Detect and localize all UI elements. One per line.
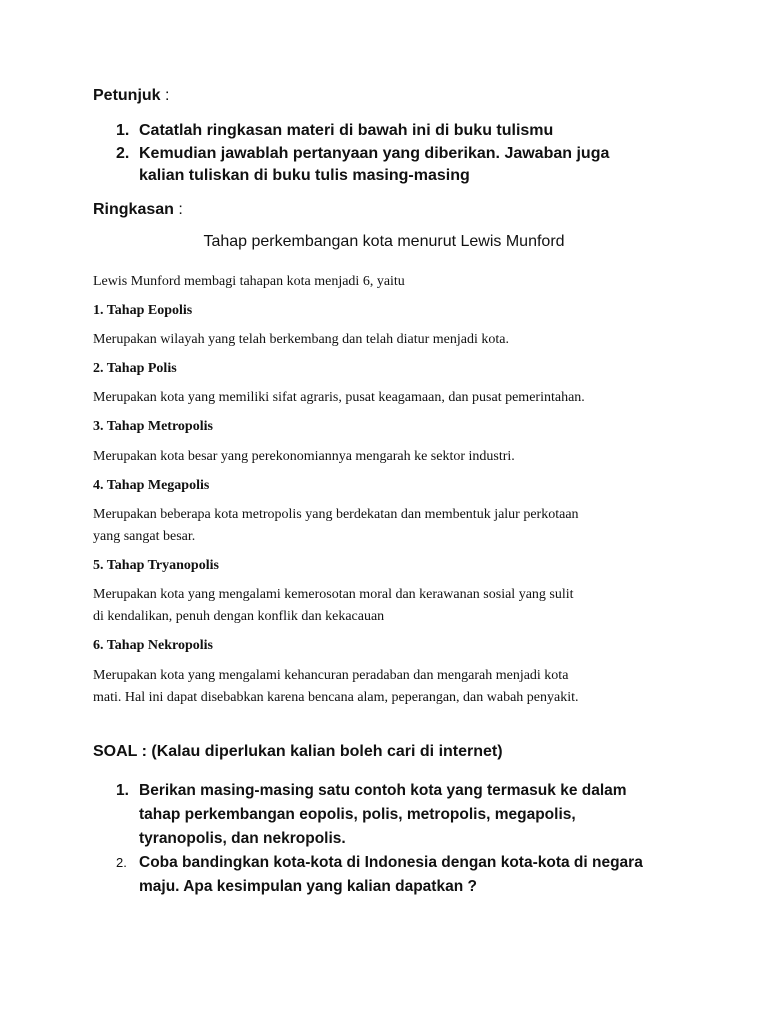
petunjuk-label: Petunjuk: [93, 87, 161, 104]
stage-heading-megapolis: 4. Tahap Megapolis: [93, 478, 210, 493]
question-text: Coba bandingkan kota-kota di Indonesia dengan kota-kota di negara: [139, 854, 643, 871]
stage-heading-eopolis: 1. Tahap Eopolis: [93, 303, 193, 318]
question-text-continued: tyranopolis, dan nekropolis.: [139, 830, 346, 847]
soal-heading: SOAL : (Kalau diperlukan kalian boleh cari di internet): [93, 743, 503, 760]
stage-description-metropolis: Merupakan kota besar yang perekonomiannya mengarah ke sektor industri.: [93, 449, 515, 464]
petunjuk-colon: :: [160, 87, 170, 104]
instruction-number: 1.: [116, 122, 130, 139]
ringkasan-label: Ringkasan: [93, 201, 174, 218]
stage-description-megapolis-cont: yang sangat besar.: [93, 529, 196, 544]
instruction-text-continued: kalian tuliskan di buku tulis masing-masing: [139, 167, 470, 184]
stage-description-tryanopolis-cont: di kendalikan, penuh dengan konflik dan kekacauan: [93, 609, 385, 624]
question-item-2: [116, 851, 643, 899]
ringkasan-heading: [93, 201, 183, 219]
instruction-number: 2.: [116, 145, 130, 162]
stage-description-polis: Merupakan kota yang memiliki sifat agraris, pusat keagamaan, dan pusat pemerintahan.: [93, 390, 585, 405]
stage-description-eopolis: Merupakan wilayah yang telah berkembang dan telah diatur menjadi kota.: [93, 332, 509, 347]
question-text: Berikan masing-masing satu contoh kota yang termasuk ke dalam: [139, 782, 627, 799]
stage-description-tryanopolis: Merupakan kota yang mengalami kemerosotan moral dan kerawanan sosial yang sulit: [93, 587, 574, 602]
instruction-text: Kemudian jawablah pertanyaan yang diberikan. Jawaban juga: [139, 145, 610, 162]
stage-description-megapolis: Merupakan beberapa kota metropolis yang berdekatan dan membentuk jalur perkotaan: [93, 507, 579, 522]
stage-heading-polis: 2. Tahap Polis: [93, 361, 177, 376]
stage-heading-tryanopolis: 5. Tahap Tryanopolis: [93, 558, 219, 573]
stage-heading-nekropolis: 6. Tahap Nekropolis: [93, 638, 213, 653]
summary-intro: Lewis Munford membagi tahapan kota menjadi 6, yaitu: [93, 274, 405, 289]
summary-title: Tahap perkembangan kota menurut Lewis Munford: [203, 233, 565, 250]
stage-heading-metropolis: 3. Tahap Metropolis: [93, 419, 213, 434]
stage-description-nekropolis: Merupakan kota yang mengalami kehancuran peradaban dan mengarah menjadi kota: [93, 668, 569, 683]
question-text-continued: maju. Apa kesimpulan yang kalian dapatkan ?: [139, 878, 477, 895]
question-number: 1.: [116, 782, 129, 799]
instruction-text: Catatlah ringkasan materi di bawah ini di buku tulismu: [139, 122, 554, 139]
instruction-item-2: [116, 143, 609, 187]
question-item-1: [116, 779, 627, 851]
instruction-item-1: [116, 120, 553, 142]
stage-description-nekropolis-cont: mati. Hal ini dapat disebabkan karena bencana alam, peperangan, dan wabah penyakit.: [93, 690, 579, 705]
petunjuk-heading: [93, 87, 169, 105]
ringkasan-colon: :: [173, 201, 183, 218]
question-text-continued: tahap perkembangan eopolis, polis, metropolis, megapolis,: [139, 806, 576, 823]
question-number: 2.: [116, 855, 127, 870]
